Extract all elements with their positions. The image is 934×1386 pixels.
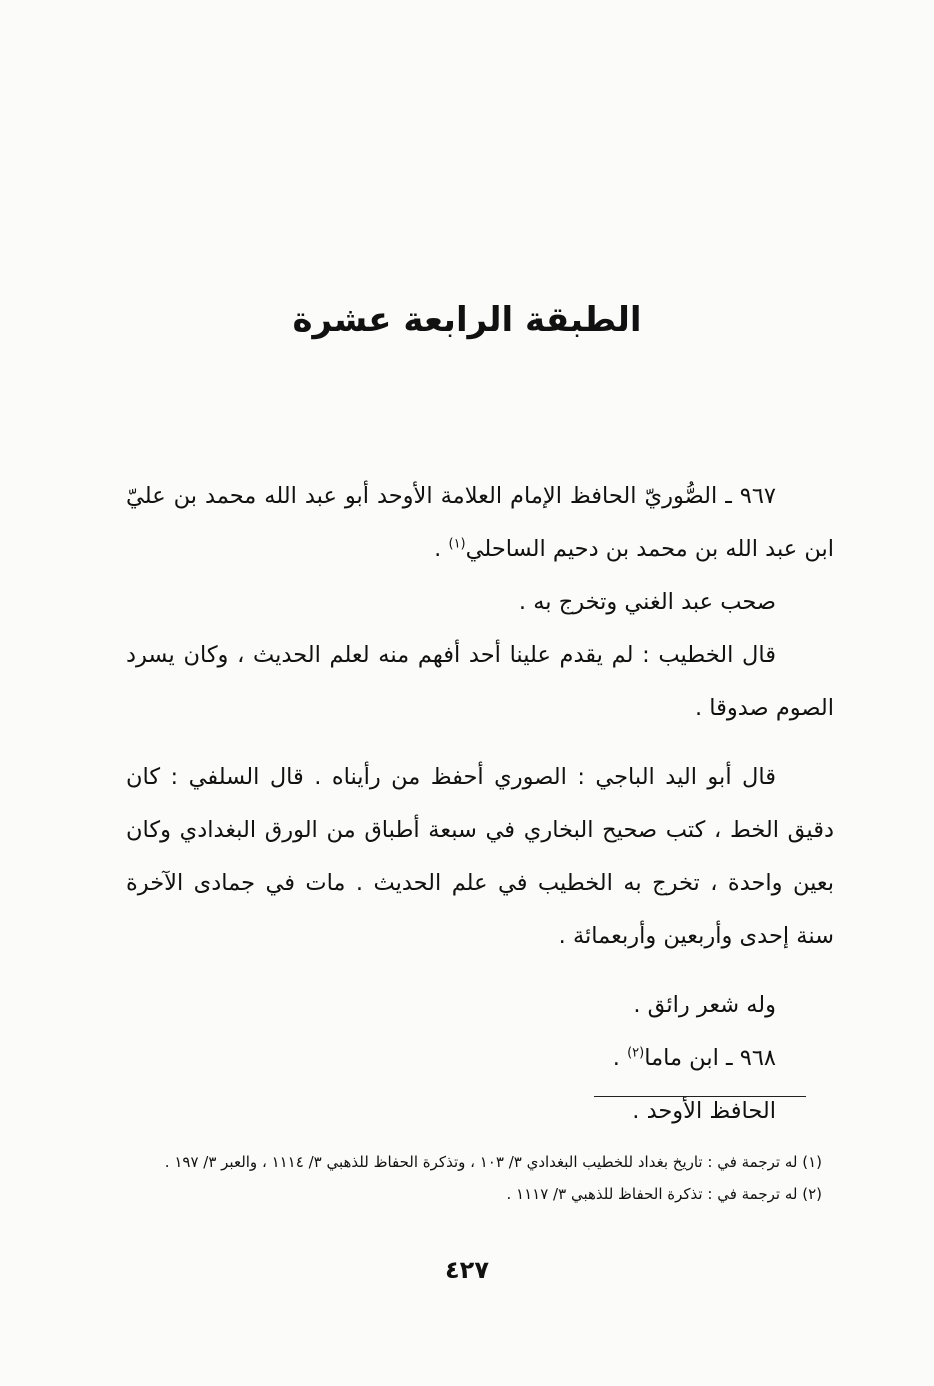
entry-end: .: [434, 536, 449, 562]
entry-title-text: ابن ماما: [644, 1045, 719, 1071]
paragraph: الحافظ الأوحد .: [632, 1098, 776, 1124]
chapter-title: الطبقة الرابعة عشرة: [292, 299, 642, 340]
entry-number: ٩٦٨: [739, 1045, 776, 1071]
footnotes: [120, 1146, 822, 1210]
entry-967-header: [126, 470, 834, 576]
paragraph: قال الخطيب : لم يقدم علينا أحد أفهم منه لعلم الحديث ، وكان يسرد الصوم صدوقا .: [126, 642, 834, 721]
paragraph: وله شعر رائق .: [633, 992, 776, 1018]
paragraph: صحب عبد الغني وتخرج به .: [518, 589, 776, 615]
footnote-ref-2: (٢): [627, 1045, 645, 1061]
paragraph: قال أبو اليد الباجي : الصوري أحفظ من رأيناه . قال السلفي : كان دقيق الخط ، كتب صحيح البخاري في سبعة أطباق من الورق البغدادي وكان بعين واحدة ، تخرج به الخطيب في علم الحديث . مات في جمادى الآخرة سنة إحدى وأربعين وأربعمائة .: [126, 764, 834, 949]
entry-number: ٩٦٧: [739, 483, 777, 509]
footnote-divider: [594, 1096, 806, 1097]
entry-dash: ـ: [725, 1045, 733, 1071]
footnote-1: (١) له ترجمة في : تاريخ بغداد للخطيب البغدادي ٣/ ١٠٣ ، وتذكرة الحفاظ للذهبي ٣/ ١١١٤ ، والعبر ٣/ ١٩٧ .: [164, 1153, 822, 1171]
entry-dash: ـ: [725, 483, 732, 509]
entry-end: .: [612, 1045, 628, 1071]
page-number: ٤٢٧: [445, 1256, 489, 1284]
entry-title-text: الصُّوريّ الحافظ الإمام العلامة الأوحد أبو عبد الله محمد بن عليّ ابن عبد الله بن محمد بن دحيم الساحلي: [126, 483, 834, 562]
footnote-ref-1: (١): [448, 536, 466, 552]
main-text: [126, 470, 834, 1138]
footnote-2: (٢) له ترجمة في : تذكرة الحفاظ للذهبي ٣/ ١١١٧ .: [506, 1185, 822, 1203]
entry-968-header: [126, 1032, 834, 1085]
